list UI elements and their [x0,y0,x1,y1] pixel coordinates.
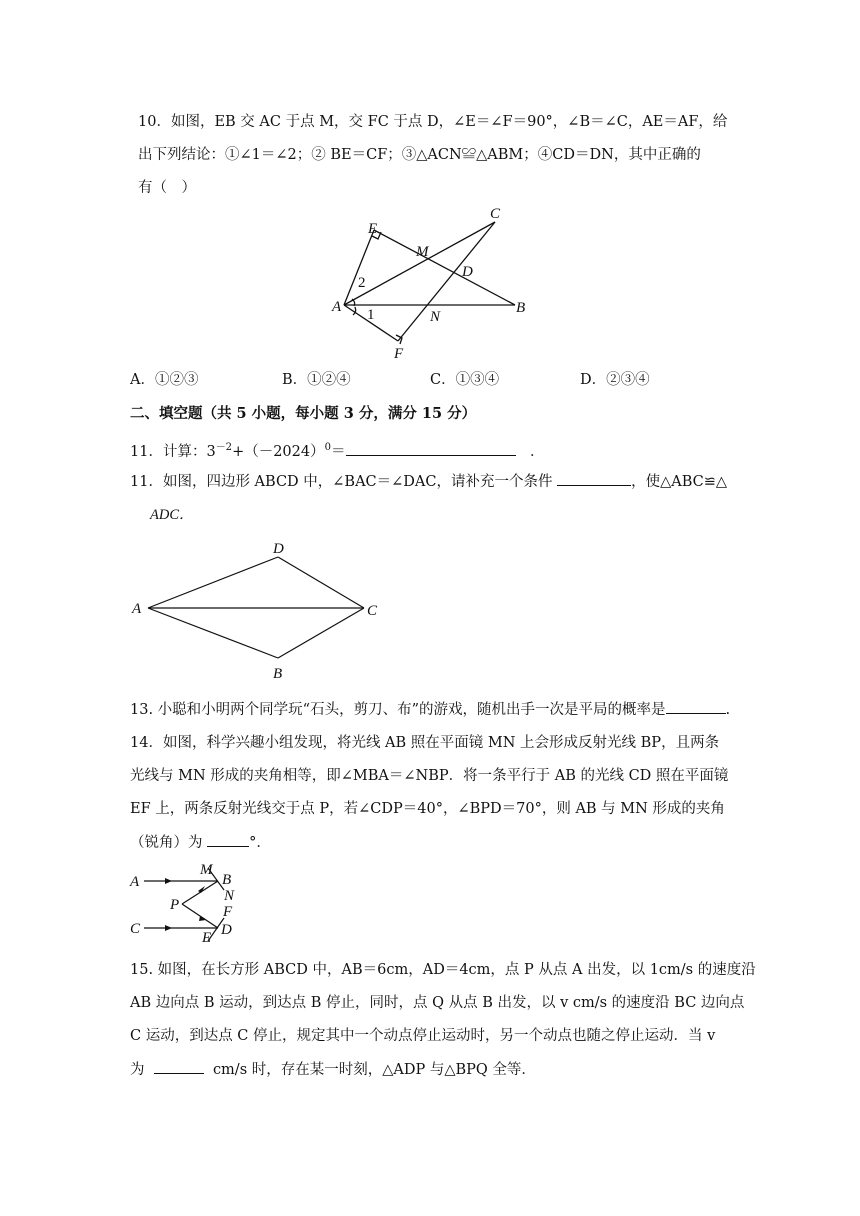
q10-option-a: A．①②③ [130,372,199,388]
q11b-line-2: ADC． [150,507,194,523]
label-A: A [332,299,342,315]
label-A: A [130,874,140,890]
q15-line-1: 15. 如图，在长方形 ABCD 中，AB＝6cm，AD＝4cm，点 P 从点 A 出发，以 1cm/s 的速度沿 [130,962,756,978]
label-C: C [130,921,141,937]
label-F: F [394,346,404,362]
label-M: M [416,244,429,260]
q14-line-3: EF 上，两条反射光线交于点 P，若∠CDP＝40°，∠BPD＝70°，则 AB 与 MN 形成的夹角 [130,801,725,817]
answer-blank [557,471,631,486]
label-N: N [224,888,235,904]
q10-figure [330,203,540,363]
label-angle-2: 2 [358,275,366,291]
q11-calc: 11．计算：$3^{-2}+(-2024)^0=$ ． [130,442,545,460]
label-P: P [170,897,180,913]
q15-line-3: C 运动，到达点 C 停止，规定其中一个动点停止运动时，另一个动点也随之停止运动．当 v [130,1028,716,1044]
label-D: D [221,922,232,938]
q10-line-1: 10．如图，EB 交 AC 于点 M，交 FC 于点 D，∠E＝∠F＝90°，∠B＝∠C，AE＝AF，给 [138,114,728,130]
q13: 13. 小聪和小明两个同学玩“石头，剪刀、布”的游戏，随机出手一次是平局的概率是 . [130,699,730,720]
label-N: N [430,309,441,325]
q14-line-4: （锐角）为 °． [130,832,271,853]
answer-blank [346,441,516,456]
section-2-title: 二、填空题（共 5 小题，每小题 3 分，满分 15 分） [130,405,477,422]
label-F: F [223,904,233,920]
label-E: E [368,221,378,237]
q15-line-2: AB 边向点 B 运动，到达点 B 停止，同时，点 Q 从点 B 出发，以 v cm/s 的速度沿 BC 边向点 [130,995,745,1011]
label-C: C [490,206,501,222]
q14-line-2: 光线与 MN 形成的夹角相等，即∠MBA＝∠NBP．将一条平行于 AB 的光线 CD 照在平面镜 [130,768,729,784]
label-B: B [273,666,283,682]
q14-line-1: 14．如图，科学兴趣小组发现，将光线 AB 照在平面镜 MN 上会形成反射光线 BP，且两条 [130,735,720,751]
label-angle-1: 1 [367,307,375,323]
label-D: D [462,264,473,280]
label-D: D [273,541,284,557]
label-M: M [200,862,213,878]
q15-line-4: 为 cm/s 时，存在某一时刻，△ADP 与△BPQ 全等． [130,1059,536,1080]
label-B: B [516,300,526,316]
q10-line-2: 出下列结论：①∠1＝∠2；② BE＝CF；③△ACN≌△ABM；④CD＝DN，其中正确的 [138,147,701,163]
label-C: C [367,603,378,619]
q11b-figure [126,538,388,684]
label-E: E [202,930,212,946]
q10-line-3: 有（ ） [138,180,196,196]
label-B: B [222,872,232,888]
q14-figure [128,858,248,946]
q10-option-c: C．①③④ [430,372,500,388]
q10-option-d: D．②③④ [580,372,650,388]
answer-blank [154,1059,204,1074]
answer-blank [666,699,726,714]
label-A: A [132,601,142,617]
q11b-line-1: 11．如图，四边形 ABCD 中，∠BAC＝∠DAC，请补充一个条件 ，使△ABC≌△ [130,471,727,492]
q10-option-b: B．①②④ [282,372,351,388]
answer-blank [207,832,249,847]
